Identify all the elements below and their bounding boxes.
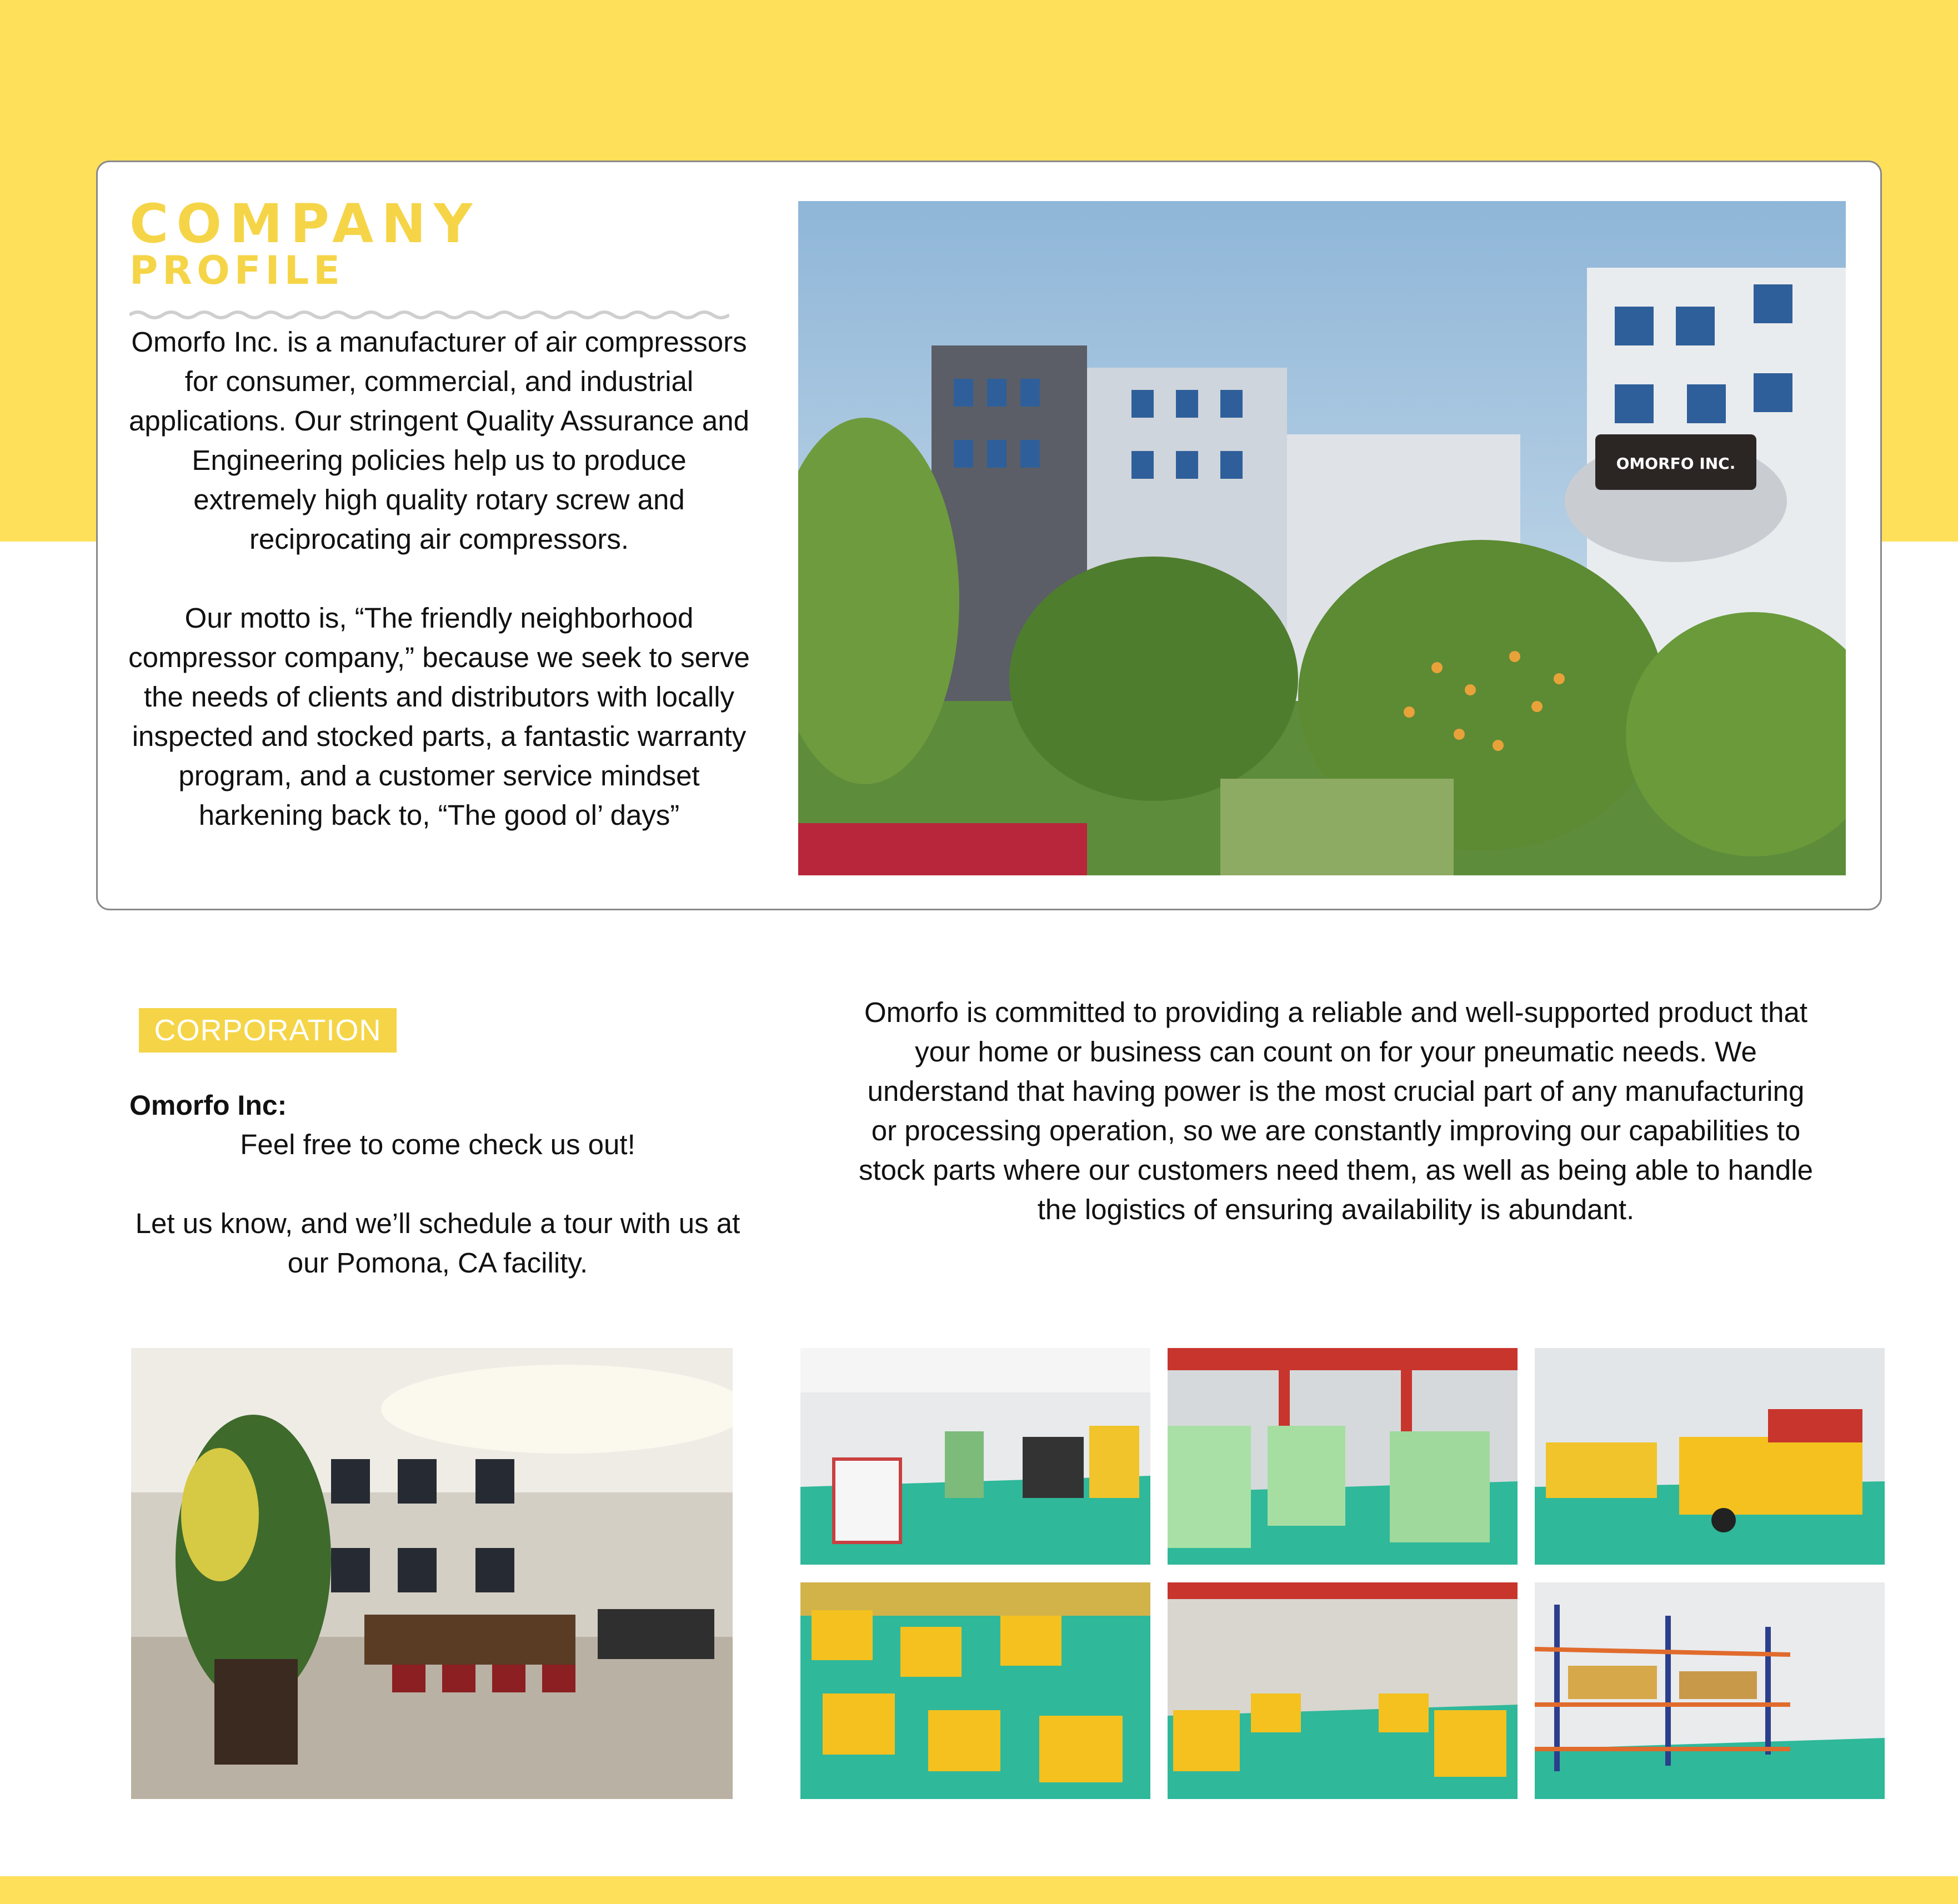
factory-photo-5 bbox=[1168, 1582, 1518, 1799]
factory-photo-6 bbox=[1535, 1582, 1885, 1799]
corporation-tag: CORPORATION bbox=[139, 1008, 397, 1053]
profile-paragraph-2: Our motto is, “The friendly neighborhood compressor company,” because we seek to serve the needs of clients and distributors with locally inspected and stocked parts, a fantastic warranty program, and a customer service mindset harkening back to, “The good ol’ days” bbox=[128, 602, 750, 831]
factory-photo-4 bbox=[800, 1582, 1150, 1799]
corporation-name: Omorfo Inc: bbox=[129, 1090, 287, 1121]
lobby-photo bbox=[131, 1348, 733, 1799]
corporation-line-1: Feel free to come check us out! bbox=[240, 1129, 635, 1160]
factory-photo-3 bbox=[1535, 1348, 1885, 1565]
factory-photo-1 bbox=[800, 1348, 1150, 1565]
building-sign: OMORFO INC. bbox=[1616, 454, 1736, 473]
title-company: COMPANY bbox=[129, 193, 480, 255]
profile-paragraph-1: Omorfo Inc. is a manufacturer of air compressors for consumer, commercial, and industrial applications. Our stringent Quality Assurance and Engineering policies help us to produce extremely high quality rotary screw and reciprocating air compressors. bbox=[129, 326, 749, 555]
title-profile: PROFILE bbox=[129, 248, 344, 293]
commitment-text: Omorfo is committed to providing a reliable and well-supported product that your home or business can count on for your pneumatic needs. We understand that having power is the most crucial part of any manufacturing or processing operation, so we are constantly improving our capabilities to stock parts where our customers need them, as well as being able to handle the logistics of ensuring availability is abundant. bbox=[859, 996, 1813, 1225]
building-photo bbox=[798, 201, 1846, 875]
corporation-line-2: Let us know, and we’ll schedule a tour with us at our Pomona, CA facility. bbox=[135, 1207, 740, 1279]
corporation-text bbox=[127, 1125, 749, 1282]
factory-photo-2 bbox=[1168, 1348, 1518, 1565]
profile-description bbox=[127, 322, 752, 835]
wave-divider bbox=[129, 308, 729, 322]
bottom-yellow-band bbox=[0, 1876, 1958, 1904]
